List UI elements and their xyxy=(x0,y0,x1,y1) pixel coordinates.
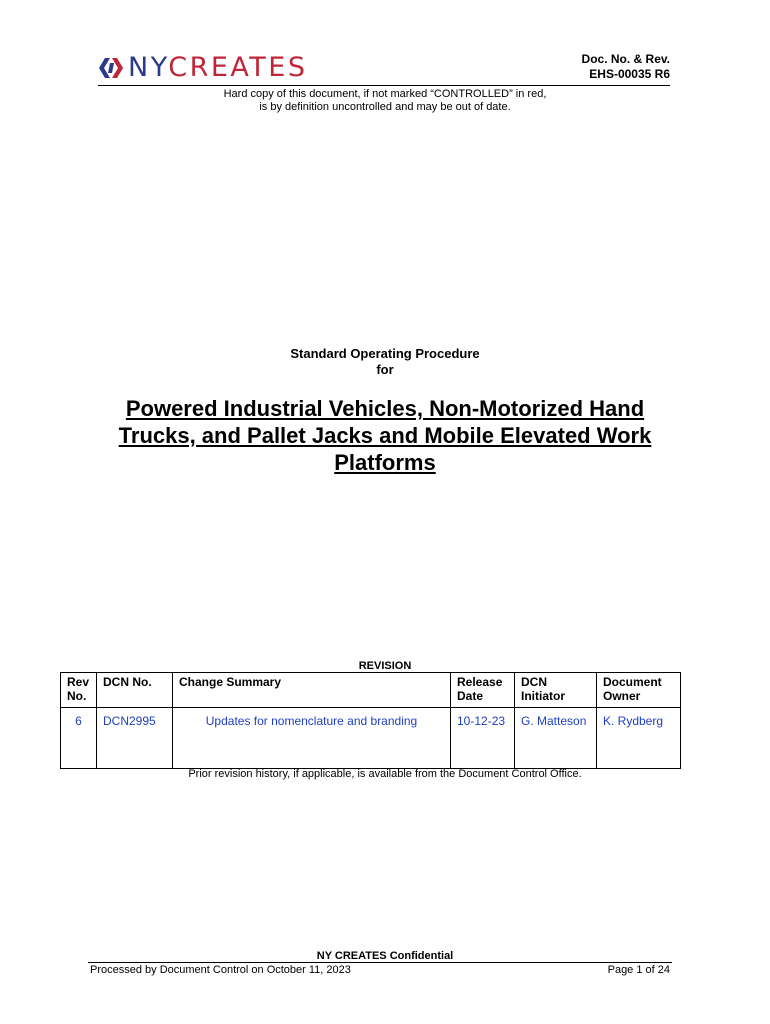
processed-note: Processed by Document Control on October 11, 2023 xyxy=(90,964,351,976)
company-logo xyxy=(98,52,307,84)
logo-mark-icon xyxy=(98,55,124,81)
header-document-owner xyxy=(597,673,681,708)
revision-label: REVISION xyxy=(358,660,412,672)
header-owner-line-2: Owner xyxy=(603,689,641,703)
doc-number-value: EHS-00035 R6 xyxy=(589,67,670,81)
sop-heading-line-2: for xyxy=(376,362,394,377)
header-release-line-2: Date xyxy=(457,689,484,703)
hardcopy-notice xyxy=(0,88,770,114)
header-dcn-no: DCN No. xyxy=(97,673,173,708)
page-number: Page 1 of 24 xyxy=(607,964,670,976)
doc-number-block xyxy=(582,52,670,82)
cell-release-date: 10-12-23 xyxy=(451,708,515,769)
header-divider xyxy=(98,85,670,86)
hardcopy-line-1: Hard copy of this document, if not marked “CONTROLLED” in red, xyxy=(223,88,547,100)
table-row xyxy=(61,708,681,769)
cell-summary: Updates for nomenclature and branding xyxy=(173,708,451,769)
doc-number-label: Doc. No. & Rev. xyxy=(581,52,670,66)
revision-table xyxy=(60,672,681,769)
document-title-line-2: Trucks, and Pallet Jacks and Mobile Elevated Work xyxy=(118,423,652,448)
cell-dcn: DCN2995 xyxy=(97,708,173,769)
revision-table-header xyxy=(61,673,681,708)
logo-wordmark xyxy=(128,52,307,84)
header-owner-line-1: Document xyxy=(603,675,662,689)
document-title-line-3: Platforms xyxy=(334,450,436,475)
footer-divider xyxy=(88,962,672,963)
cell-initiator: G. Matteson xyxy=(515,708,597,769)
header-change-summary: Change Summary xyxy=(173,673,451,708)
sop-heading xyxy=(0,346,770,378)
header-rev-line-1: Rev xyxy=(67,675,90,689)
header-rev-line-2: No. xyxy=(67,689,87,703)
prior-revision-note: Prior revision history, if applicable, is available from the Document Control Office. xyxy=(188,768,582,780)
logo-text-creates: CREATES xyxy=(168,52,308,83)
logo-text-ny: NY xyxy=(128,52,169,83)
cell-owner: K. Rydberg xyxy=(597,708,681,769)
sop-heading-line-1: Standard Operating Procedure xyxy=(290,346,480,361)
header-rev-no xyxy=(61,673,97,708)
header-release-line-1: Release xyxy=(457,675,503,689)
hardcopy-line-2: is by definition uncontrolled and may be out of date. xyxy=(259,101,511,113)
header-dcn-initiator: DCN Initiator xyxy=(515,673,597,708)
document-title-line-1: Powered Industrial Vehicles, Non-Motorized Hand xyxy=(125,396,645,421)
confidential-label: NY CREATES Confidential xyxy=(316,950,454,962)
document-title xyxy=(95,395,675,476)
cell-rev: 6 xyxy=(61,708,97,769)
header-release-date xyxy=(451,673,515,708)
